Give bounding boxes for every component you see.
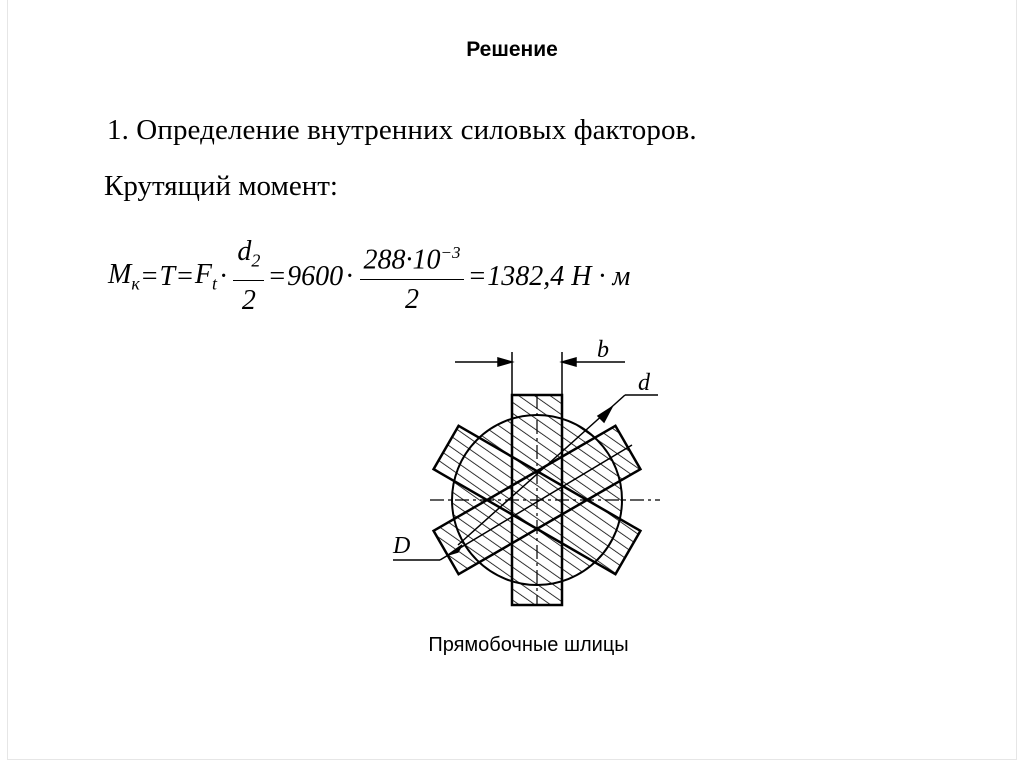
formula-force-value: 9600 (287, 261, 344, 292)
formula-equals-3: = (269, 261, 286, 292)
fraction-2-denominator: 2 (404, 284, 419, 316)
formula-moment: $M_к$ (108, 259, 140, 294)
fraction-2-numerator: $288\cdot 10^{-3}$ (360, 236, 465, 280)
torque-formula (108, 232, 630, 322)
label-D: D (393, 533, 411, 559)
spline-shaft-diagram (380, 330, 680, 630)
fraction-1-denominator: 2 (241, 284, 256, 316)
step-heading: 1. Определение внутренних силовых факторов. (107, 114, 697, 146)
label-d: d (638, 370, 650, 396)
formula-torque: T (159, 261, 176, 292)
formula-dot-1: · (219, 261, 229, 292)
formula-equals-2: = (177, 261, 193, 292)
fraction-1-numerator: $d_2$ (233, 235, 264, 281)
formula-fraction-2 (360, 236, 465, 318)
formula-dot-2: · (345, 261, 355, 292)
diagram-caption: Прямобочные шлицы (428, 634, 629, 656)
label-b: b (597, 337, 609, 363)
formula-result: 1382,4 H · м (487, 261, 631, 292)
formula-force: $F_t$ (194, 259, 218, 294)
formula-equals-1: = (141, 261, 158, 292)
torque-label: Крутящий момент: (104, 170, 338, 202)
formula-equals-4: = (469, 261, 486, 292)
slide-title: Решение (466, 38, 558, 61)
formula-fraction-1 (233, 235, 264, 319)
